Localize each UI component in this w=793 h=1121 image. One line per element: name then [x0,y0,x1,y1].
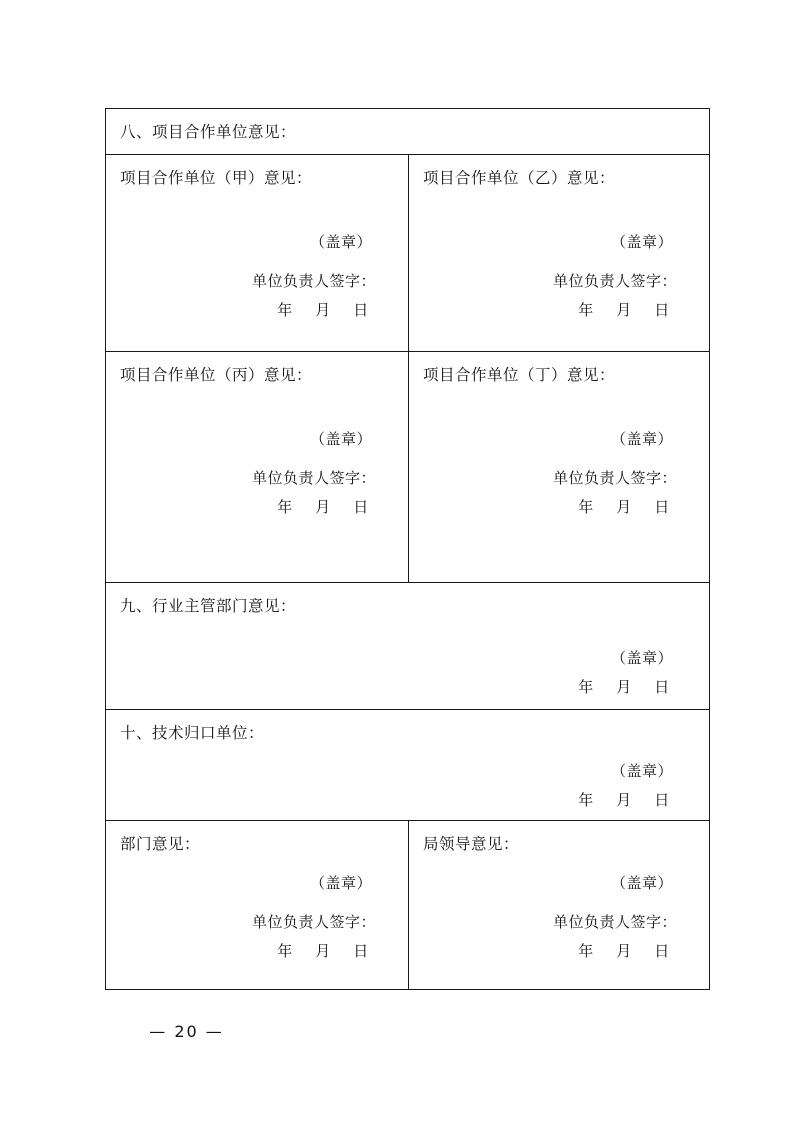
partner-c-cell [106,352,409,583]
section10-date [120,789,695,810]
partner-c-date [120,496,394,517]
department-opinion-day: 日 [353,941,369,960]
bureau-leader-opinion-month: 月 [616,941,632,960]
page-footer [0,1022,793,1041]
section9-title: 九、行业主管部门意见： [120,597,297,616]
partner-d-content [409,352,709,526]
partner-b-content [409,155,709,329]
partner-c-day: 日 [353,497,369,516]
department-opinion-content [106,821,408,971]
bureau-leader-opinion-heading: 局领导意见： [423,834,520,853]
section10-month: 月 [616,790,632,809]
partner-b-cell [409,155,710,352]
section10-cell [106,710,710,820]
partner-c-year: 年 [277,497,293,516]
partner-b-day: 日 [654,300,670,319]
partner-a-month: 月 [315,300,331,319]
page-number: — 20 — [149,1022,224,1041]
approval-form-table [105,108,710,990]
partner-b-signature: 单位负责人签字： [553,271,678,290]
partner-d-heading: 项目合作单位（丁）意见： [423,366,616,385]
section8-title: 八、项目合作单位意见： [120,123,297,141]
table-row-section9 [106,583,710,710]
section9-month: 月 [616,677,632,696]
partner-b-heading: 项目合作单位（乙）意见： [423,169,616,188]
department-opinion-cell [106,820,409,989]
partner-c-month: 月 [315,497,331,516]
partner-d-cell [409,352,710,583]
bureau-leader-opinion-content [409,821,709,971]
partner-b-seal: （盖章） [611,232,674,251]
department-opinion-date [120,940,394,961]
section9-date [120,676,695,697]
section10-year: 年 [578,790,594,809]
table-row-partner-a-b [106,155,710,352]
section9-year: 年 [578,677,594,696]
partner-d-month: 月 [616,497,632,516]
partner-c-signature: 单位负责人签字： [251,468,376,487]
section9-cell [106,583,710,710]
partner-b-month: 月 [616,300,632,319]
partner-a-year: 年 [277,300,293,319]
bureau-leader-opinion-year: 年 [578,941,594,960]
table-row-partner-c-d [106,352,710,583]
partner-d-date [423,496,695,517]
partner-a-seal: （盖章） [309,232,372,251]
section10-seal: （盖章） [611,761,674,780]
partner-d-signature: 单位负责人签字： [553,468,678,487]
partner-c-heading: 项目合作单位（丙）意见： [120,366,313,385]
partner-a-day: 日 [353,300,369,319]
partner-d-year: 年 [578,497,594,516]
section9-day: 日 [654,677,670,696]
partner-c-seal: （盖章） [309,429,372,448]
partner-d-seal: （盖章） [611,429,674,448]
table-row-section10 [106,710,710,820]
section10-title: 十、技术归口单位： [120,724,265,743]
section10-content [106,710,709,819]
partner-b-year: 年 [578,300,594,319]
partner-a-date [120,299,394,320]
department-opinion-year: 年 [277,941,293,960]
section8-title-cell [106,109,710,155]
partner-d-day: 日 [654,497,670,516]
bureau-leader-opinion-day: 日 [654,941,670,960]
section9-content [106,583,709,706]
table-row-bottom-opinions [106,820,710,989]
department-opinion-seal: （盖章） [309,873,372,892]
department-opinion-heading: 部门意见： [120,834,201,853]
table-row-section8-title [106,109,710,155]
partner-a-signature: 单位负责人签字： [251,271,376,290]
partner-a-heading: 项目合作单位（甲）意见： [120,169,313,188]
bureau-leader-opinion-date [423,940,695,961]
partner-a-cell [106,155,409,352]
section9-seal: （盖章） [611,648,674,667]
partner-a-content [106,155,408,329]
department-opinion-signature: 单位负责人签字： [251,912,376,931]
bureau-leader-opinion-signature: 单位负责人签字： [553,912,678,931]
bureau-leader-opinion-cell [409,820,710,989]
partner-b-date [423,299,695,320]
department-opinion-month: 月 [315,941,331,960]
partner-c-content [106,352,408,526]
bureau-leader-opinion-seal: （盖章） [611,873,674,892]
section10-day: 日 [654,790,670,809]
